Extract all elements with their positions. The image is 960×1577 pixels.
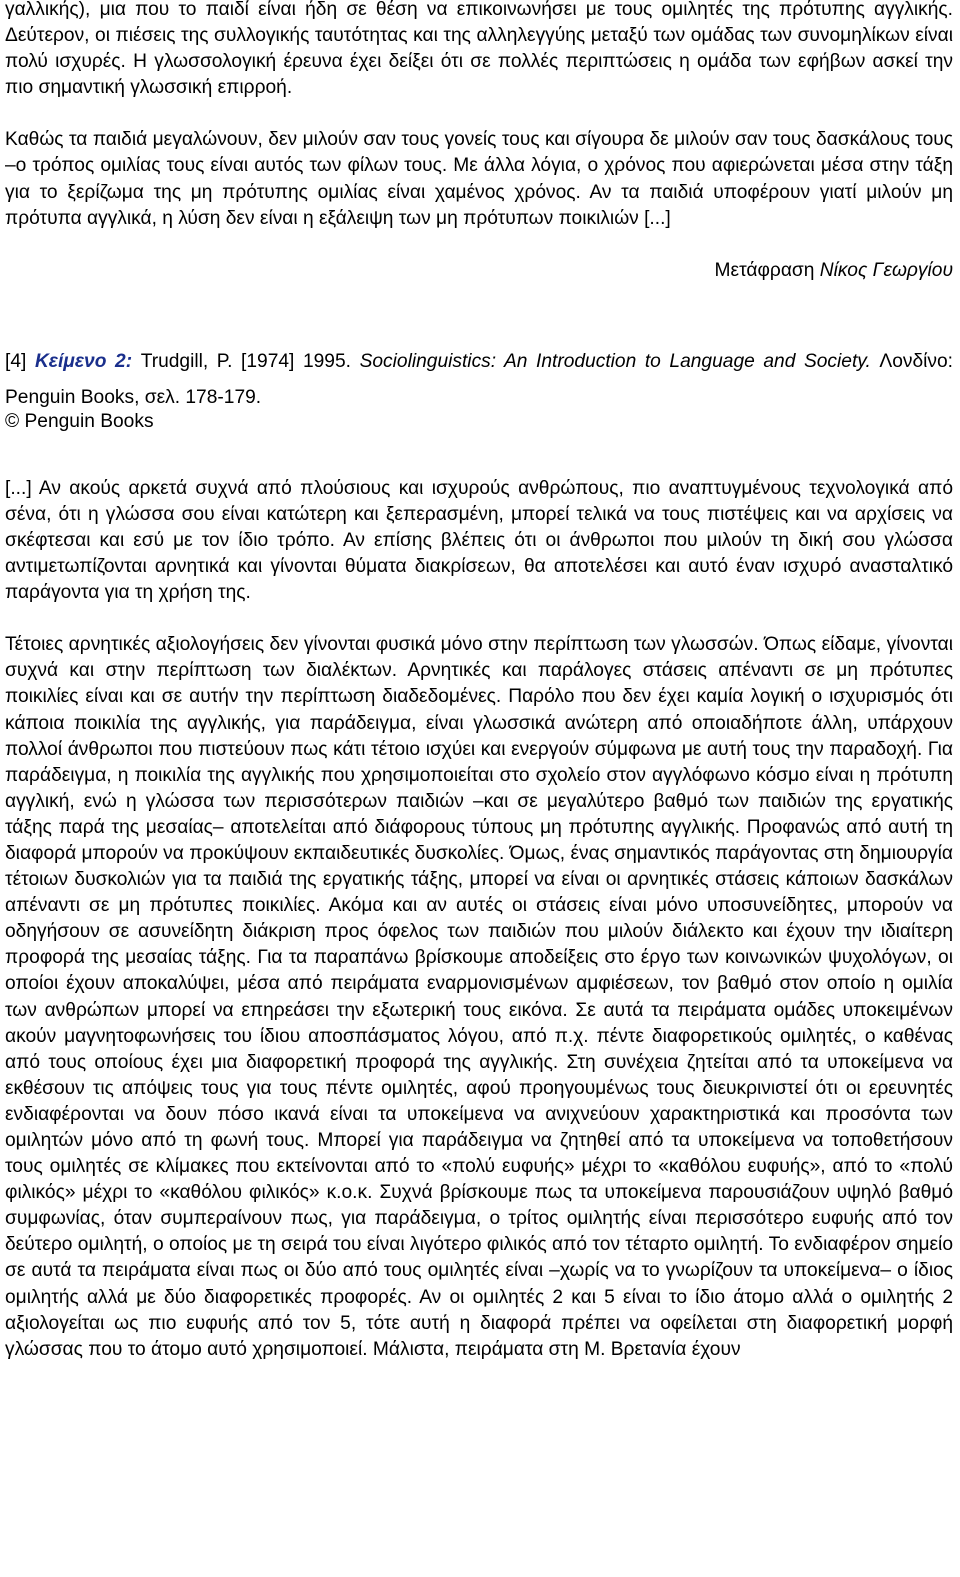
translator-prefix: Μετάφραση: [714, 259, 815, 281]
translator-name: Νίκος Γεωργίου: [819, 259, 953, 281]
paragraph-peer-group-influence: γαλλικής), μια που το παιδί είναι ήδη σε θέση να επικοινωνήσει με τους ομιλητές της πρότυπης αγγλικής. Δεύτερον, οι πιέσεις της συλλογικής ταυτότητας και της αλληλεγγύης μεταξύ των ομάδας των συνομηλίκων είναι πολύ ισχυρές. Η γλωσσολογική έρευνα έχει δείξει ότι σε πολλές περιπτώσεις η ομάδα των εφήβων ασκεί την πιο σημαντική γλωσσική επιρροή.: [5, 0, 953, 99]
paragraph-children-speech: Καθώς τα παιδιά μεγαλώνουν, δεν μιλούν σαν τους γονείς τους και σίγουρα δε μιλούν σαν τους δασκάλους τους –ο τρόπος ομιλίας τους είναι αυτός των φίλων τους. Με άλλα λόγια, ο χρόνος που αφιερώνεται μέσα στην τάξη για το ξερίζωμα της μη πρότυπης ομιλίας είναι χαμένος χρόνος. Αν τα παιδιά υποφέρουν γιατί μιλούν μη πρότυπα αγγλικά, η λύση δεν είναι η εξάλειψη των μη πρότυπων ποικιλιών [...]: [5, 129, 953, 229]
paragraph-language-inferiority: [...] Αν ακούς αρκετά συχνά από πλούσιους και ισχυρούς ανθρώπους, πιο αναπτυγμένους τεχνολογικά από σένα, ότι η γλώσσα σου είναι κατώτερη και ξεπερασμένη, μπορεί τελικά να τους πιστέψεις και να αρχίσεις να σκέφτεσαι και εσύ με τον ίδιο τρόπο. Αν επίσης βλέπεις ότι οι άνθρωποι που μιλούν τη δική σου γλώσσα αντιμετωπίζονται αρνητικά και γίνονται θύματα διακρίσεων, θα αποτελέσει και αυτό έναν ισχυρό ανασταλτικό παράγοντα για τη χρήση της.: [5, 477, 953, 604]
paragraph-negative-attitudes: Τέτοιες αρνητικές αξιολογήσεις δεν γίνονται φυσικά μόνο στην περίπτωση των γλωσσών. Όπως είδαμε, γίνονται συχνά και στην περίπτωση των διαλέκτων. Αρνητικές και παράλογες στάσεις απέναντι σε μη πρότυπες ποικιλίες είναι και σε αυτήν την περίπτωση διαδεδομένες. Παρόλο που δεν έχει καμία λογική ο ισχυρισμός ότι κάποια ποικιλία της αγγλικής, για παράδειγμα, είναι γλωσσικά ανώτερη από οποιαδήποτε άλλη, υπάρχουν πολλοί άνθρωποι που πιστεύουν πως κάτι τέτοιο ισχύει και ενεργούν σύμφωνα με αυτή τους την παραδοχή. Για παράδειγμα, η ποικιλία της αγγλικής που χρησιμοποιείται στο σχολείο στον αγγλόφωνο κόσμο είναι η πρότυπη αγγλική, ενώ η γλώσσα των περισσότερων παιδιών –και σε μεγαλύτερο βαθμό των παιδιών της εργατικής τάξης παρά της μεσαίας– αποτελείται από διάφορους τύπους μη πρότυπης αγγλικής. Προφανώς από αυτή τη διαφορά μπορούν να προκύψουν εκπαιδευτικές δυσκολίες. Όμως, ένας σημαντικός παράγοντας στη δημιουργία τέτοιων δυσκολιών για τα παιδιά της εργατικής τάξης, μπορεί να είναι οι αρνητικές στάσεις κάποιων δασκάλων απέναντι σε μη πρότυπες ποικιλίες. Ακόμα και αν αυτές οι στάσεις είναι μόνο υποσυνείδητες, μπορούν να οδηγήσουν σε ασυνείδητη διάκριση προς όφελος των παιδιών που μιλούν διάλεκτο και έχουν την ιδιαίτερη προφορά της μεσαίας τάξης. Για τα παραπάνω βρίσκουμε αποδείξεις στο έργο των κοινωνικών ψυχολόγων, οι οποίοι έχουν αποκαλύψει, μέσα από πειράματα εναρμονισμένων αμφιέσεων, τον βαθμό στον οποίο η ομιλία των ανθρώπων μπορεί να επηρεάσει την εξωτερική τους εικόνα. Σε αυτά τα πειράματα ομάδες υποκειμένων ακούν μαγνητοφωνήσεις του ίδιου αποσπάσματος λόγου, από π.χ. πέντε διαφορετικούς ομιλητές, ο καθένας από τους οποίους έχει μια διαφορετική προφορά της αγγλικής. Στη συνέχεια ζητείται από τα υποκείμενα να εκθέσουν τις απόψεις τους για τους πέντε ομιλητές, αφού προηγουμένως τους διευκρινιστεί ότι οι ερευνητές ενδιαφέρονται να δουν πόσο ικανά είναι τα υποκείμενα να ανιχνεύουν χαρακτηριστικά και προσόντα των ομιλητών μόνο από τη φωνή τους. Μπορεί για παράδειγμα να ζητηθεί από τα υποκείμενα να τοποθετήσουν τους ομιλητές σε κλίμακες που εκτείνονται από το «πολύ ευφυής» μέχρι το «καθόλου ευφυής», από το «πολύ φιλικός» μέχρι το «καθόλου φιλικός» κ.ο.κ. Συχνά βρίσκουμε πως τα υποκείμενα παρουσιάζουν υψηλό βαθμό συμφωνίας, όταν συμπεραίνουν πως, για παράδειγμα, ο τρίτος ομιλητής είναι περισσότερο ευφυής από τον δεύτερο ομιλητή, ο οποίος με τη σειρά του είναι λιγότερο φιλικός από τον τέταρτο ομιλητή. Το ενδιαφέρον σημείο σε αυτά τα πειράματα είναι πως οι δύο από τους ομιλητές είναι –χωρίς να το γνωρίζουν τα υποκείμενα– ο ίδιος ομιλητής αλλά με δύο διαφορετικές προφορές. Αν οι ομιλητές 2 και 5 είναι το ίδιο άτομο αλλά ο ομιλητής 2 αξιολογείται ως πιο ευφυής από τον 5, τότε αυτή η διαφορά πρέπει να οφείλεται στη διαφορετική μορφή γλώσσας που το άτομο αυτό χρησιμοποιεί. Μάλιστα, πειράματα στη Μ. Βρετανία έχουν: [5, 634, 953, 1360]
citation-publisher: Λονδίνο: Penguin Books, σελ. 178-179.: [5, 350, 954, 408]
translator-credit: [5, 258, 953, 284]
copyright-notice: © Penguin Books: [5, 410, 154, 432]
citation-label: Κείμενο 2:: [34, 350, 133, 372]
source-citation: [5, 344, 953, 416]
citation-author-year: Trudgill, P. [1974] 1995.: [140, 350, 351, 372]
citation-number: [4]: [5, 350, 27, 372]
citation-book-title: Sociolinguistics: An Introduction to Language and Society.: [359, 350, 871, 372]
